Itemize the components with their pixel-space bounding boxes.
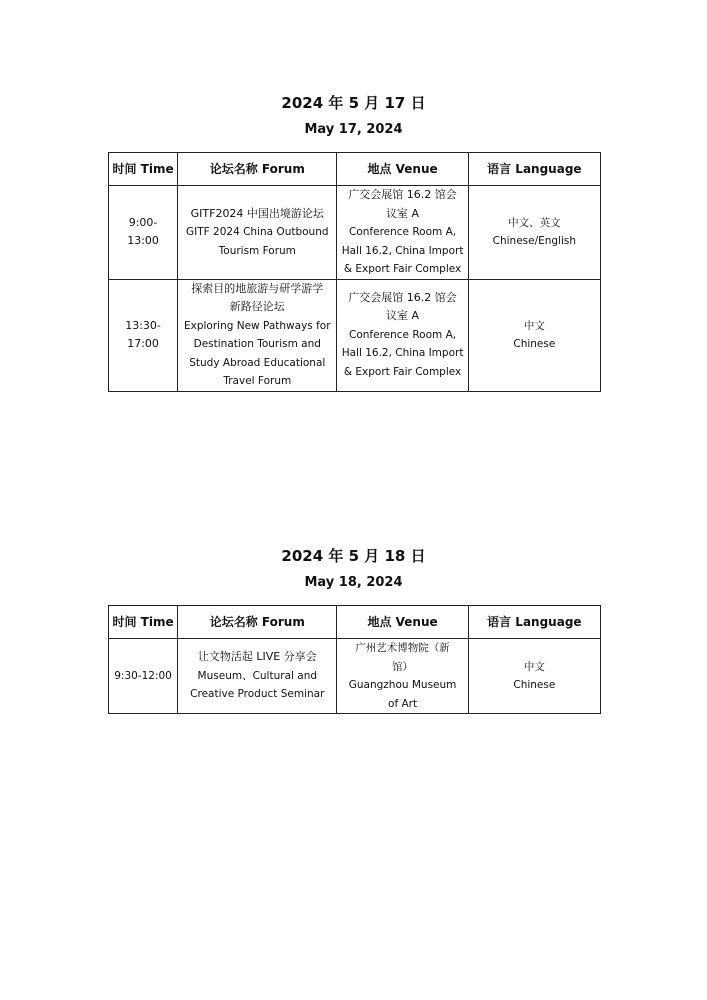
cell-venue xyxy=(337,639,468,714)
cell-line: Museum、Cultural and xyxy=(197,669,318,682)
cell-line: 探索目的地旅游与研学游学 xyxy=(191,281,324,295)
cell-line: 9:00- xyxy=(128,215,158,229)
cell-line: Exploring New Pathways for xyxy=(184,319,331,332)
header-time: 时间 Time xyxy=(109,153,178,186)
cell-forum xyxy=(178,639,337,714)
schedule-table xyxy=(108,605,601,714)
cell-line: Chinese xyxy=(513,679,556,691)
cell-line: Study Abroad Educational xyxy=(189,356,326,369)
cell-line: Hall 16.2, China Import xyxy=(341,347,464,360)
cell-line: 议室 A xyxy=(386,206,420,220)
schedule-day-1 xyxy=(0,92,707,387)
cell-forum xyxy=(178,186,337,280)
cell-venue xyxy=(337,279,468,391)
cell-line: Hall 16.2, China Import xyxy=(341,244,464,257)
cell-line: GITF 2024 China Outbound xyxy=(186,226,329,238)
cell-line: Conference Room A, xyxy=(349,226,457,238)
cell-line: Conference Room A, xyxy=(349,328,457,341)
cell-line: Creative Product Seminar xyxy=(190,688,325,701)
date-heading-en: May 17, 2024 xyxy=(304,122,403,137)
table-row xyxy=(109,186,601,280)
cell-line: 17:00 xyxy=(127,337,159,350)
schedule-table xyxy=(108,152,601,392)
cell-line: 新路径论坛 xyxy=(229,300,285,313)
date-heading-cn: 2024 年 5 月 18 日 xyxy=(281,547,426,565)
header-forum: 论坛名称 Forum xyxy=(178,153,337,186)
cell-line: Chinese/English xyxy=(492,235,577,248)
cell-line: & Export Fair Complex xyxy=(343,263,462,275)
cell-line: Chinese xyxy=(513,338,556,350)
table-row xyxy=(109,279,601,391)
cell-line: 中文、英文 xyxy=(508,216,561,229)
cell-line: Tourism Forum xyxy=(218,244,296,257)
header-language: 语言 Language xyxy=(468,606,600,639)
cell-line: Guangzhou Museum xyxy=(348,679,457,691)
schedule-day-2 xyxy=(0,545,707,710)
table-row xyxy=(109,639,601,714)
cell-line: 让文物活起 LIVE 分享会 xyxy=(197,650,317,664)
cell-line: GITF2024 中国出境游论坛 xyxy=(190,206,324,220)
cell-venue xyxy=(337,186,468,280)
cell-line: 中文 xyxy=(523,660,545,673)
header-forum: 论坛名称 Forum xyxy=(178,606,337,639)
cell-line: of Art xyxy=(388,697,418,710)
cell-line: 广州艺术博物院（新 xyxy=(355,642,450,654)
cell-time xyxy=(109,639,178,714)
date-heading-cn: 2024 年 5 月 17 日 xyxy=(281,94,426,112)
cell-line: 9:30-12:00 xyxy=(114,669,172,682)
header-venue: 地点 Venue xyxy=(337,606,468,639)
header-language: 语言 Language xyxy=(468,153,600,186)
cell-line: 馆） xyxy=(392,660,414,673)
cell-line: Travel Forum xyxy=(223,375,292,387)
cell-line: & Export Fair Complex xyxy=(343,365,462,378)
date-heading-en: May 18, 2024 xyxy=(304,575,403,590)
cell-line: 广交会展馆 16.2 馆会 xyxy=(348,188,457,201)
header-venue: 地点 Venue xyxy=(337,153,468,186)
cell-language xyxy=(468,279,600,391)
cell-line: Destination Tourism and xyxy=(193,338,321,350)
cell-line: 中文 xyxy=(523,319,545,332)
table-header-row xyxy=(109,153,601,186)
cell-line: 广交会展馆 16.2 馆会 xyxy=(348,290,457,304)
cell-line: 议室 A xyxy=(386,309,420,323)
cell-time xyxy=(109,279,178,391)
cell-line: 13:30- xyxy=(125,318,161,332)
cell-time xyxy=(109,186,178,280)
cell-language xyxy=(468,639,600,714)
cell-forum xyxy=(178,279,337,391)
cell-language xyxy=(468,186,600,280)
table-header-row xyxy=(109,606,601,639)
cell-line: 13:00 xyxy=(127,234,159,248)
header-time: 时间 Time xyxy=(109,606,178,639)
